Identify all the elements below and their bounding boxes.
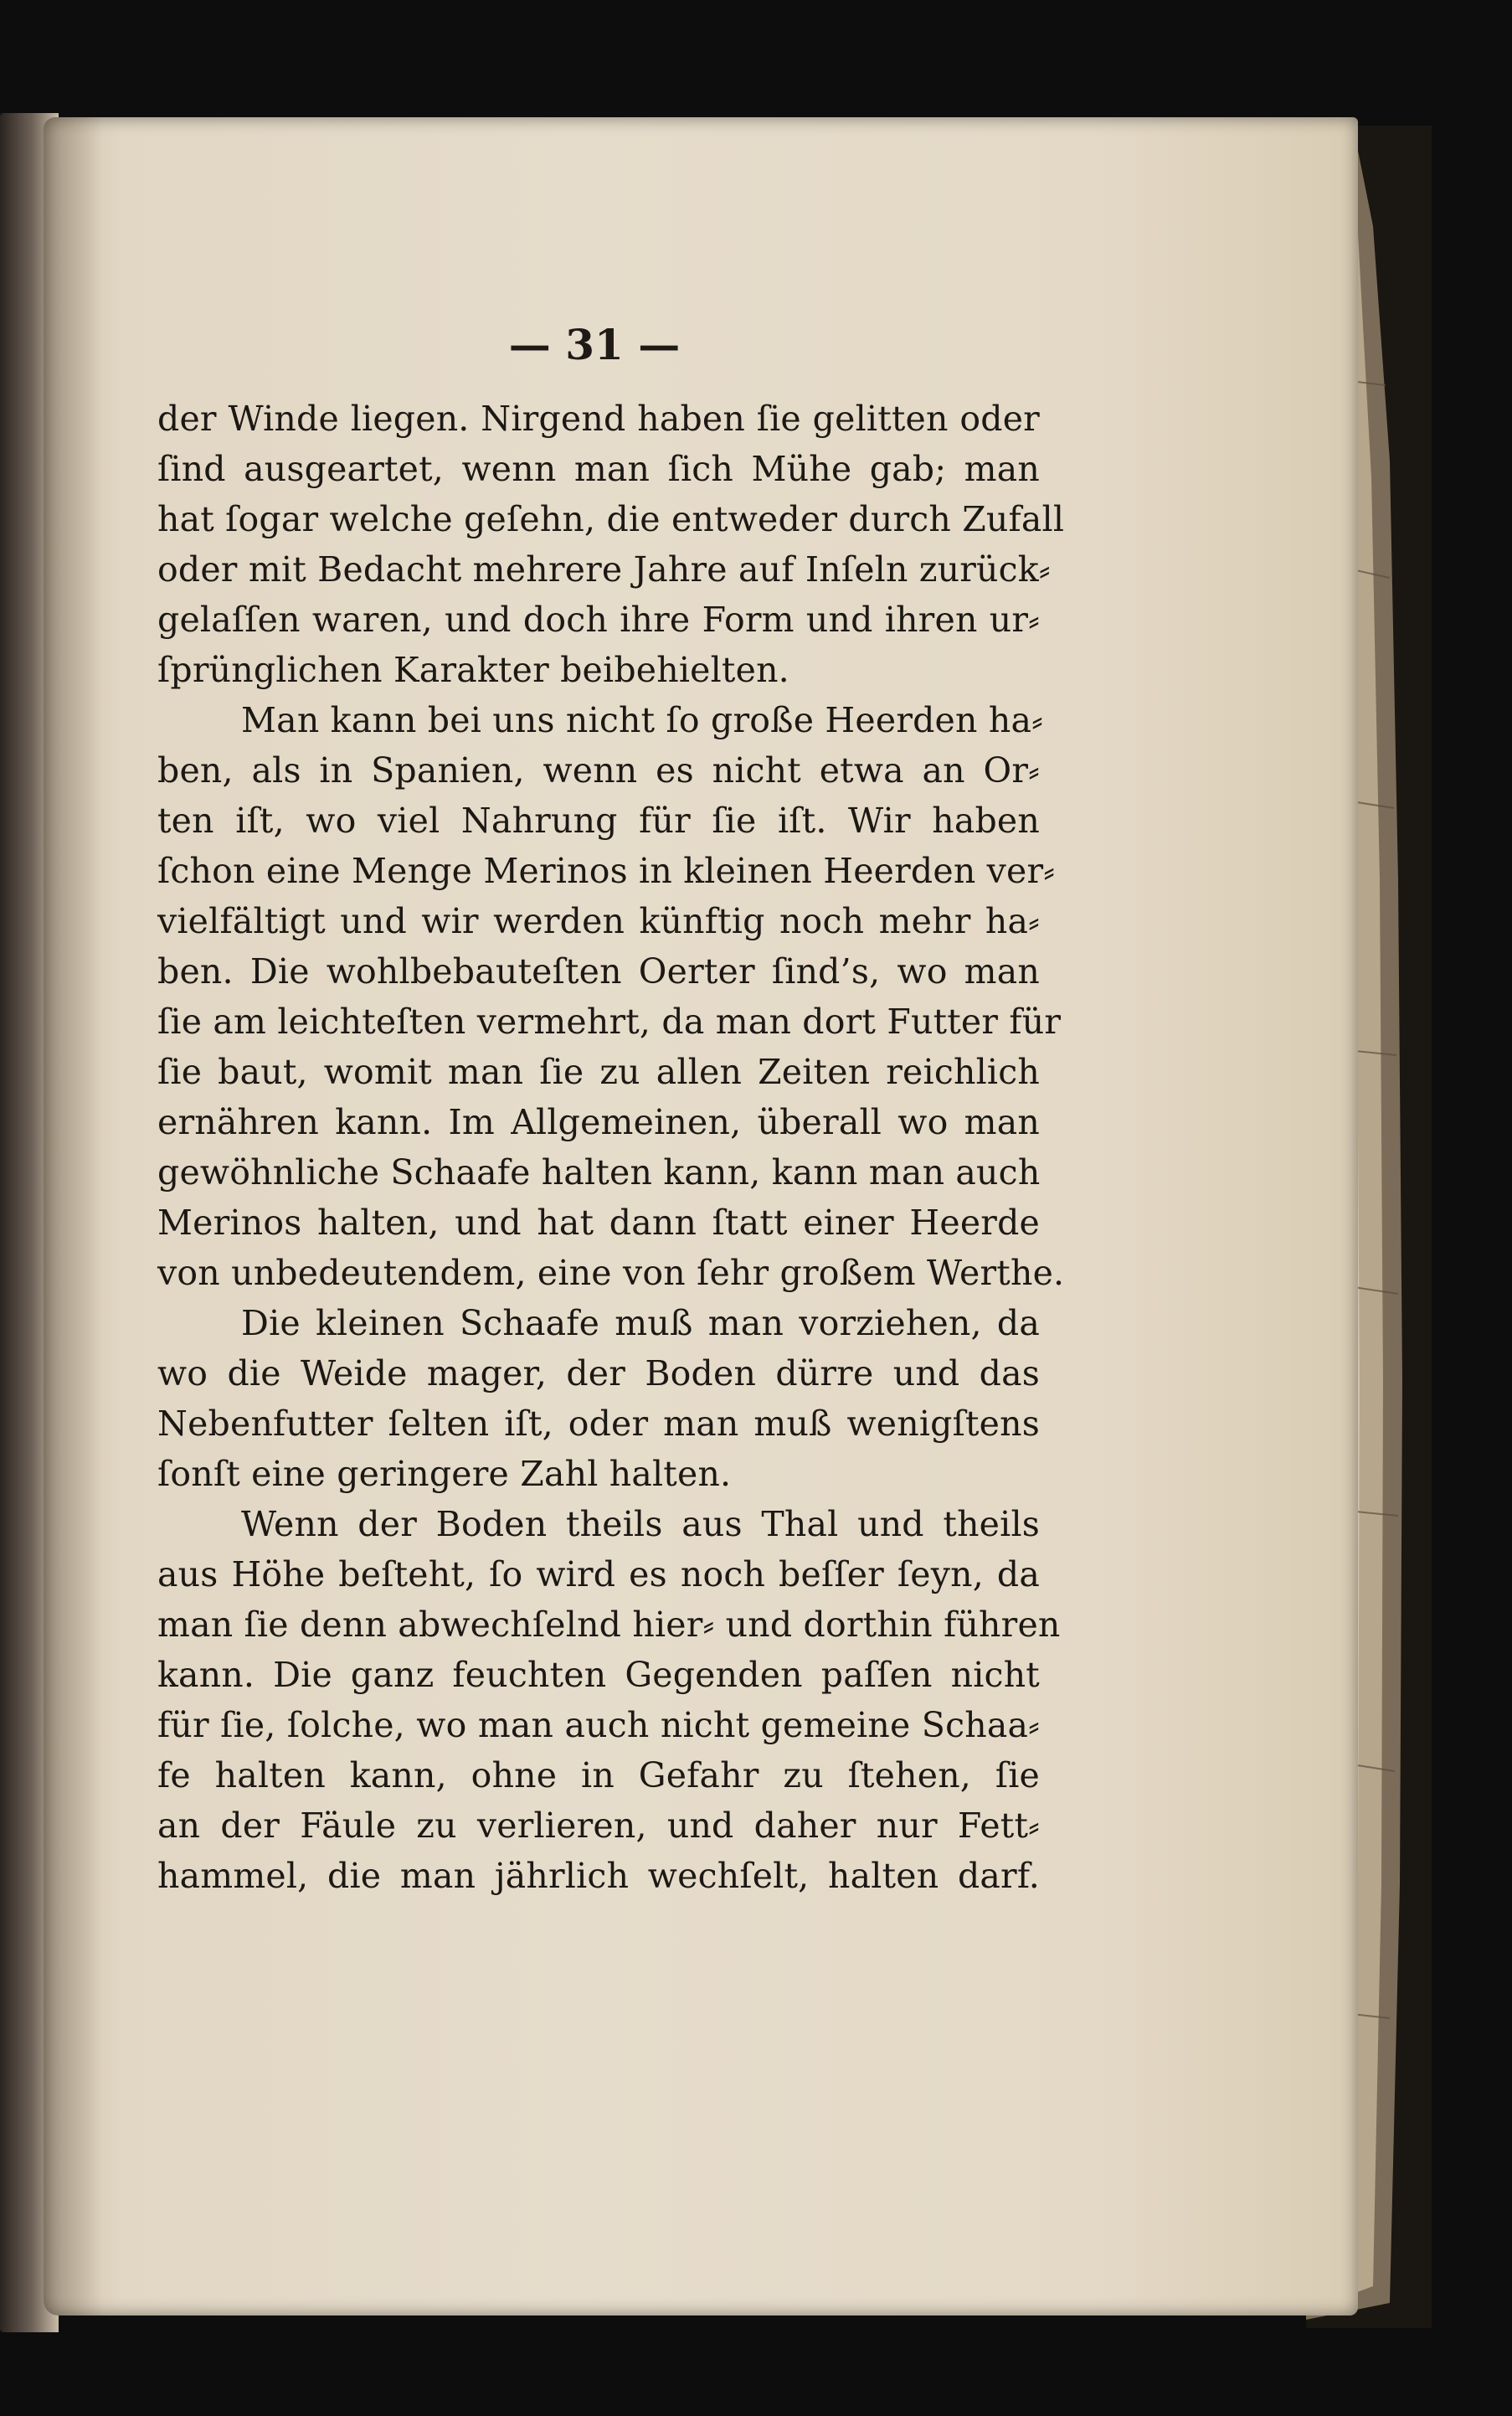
text-line: wo die Weide mager, der Boden dürre und das <box>157 1353 1040 1393</box>
text-line: ernähren kann. Im Allgemeinen, überall wo man <box>157 1102 1040 1142</box>
text-line: ten iſt, wo viel Nahrung für ſie iſt. Wir haben <box>157 801 1040 841</box>
text-line: für ſie, ſolche, wo man auch nicht gemeine Schaa⸗ <box>157 1705 1040 1745</box>
text-line: gelaſſen waren, und doch ihre Form und ihren ur⸗ <box>157 600 1040 640</box>
spine-shadow <box>44 117 102 2316</box>
text-line: aus Höhe beſteht, ſo wird es noch beſſer ſeyn, da <box>157 1554 1040 1594</box>
text-line: ſind ausgeartet, wenn man ſich Mühe gab; man <box>157 449 1040 489</box>
text-line: der Winde liegen. Nirgend haben ſie gelitten oder <box>157 399 1040 439</box>
text-line: fe halten kann, ohne in Gefahr zu ſtehen, ſie <box>157 1755 1040 1795</box>
text-line: von unbedeutendem, eine von ſehr großem Werthe. <box>157 1253 1065 1293</box>
text-line: oder mit Bedacht mehrere Jahre auf Inſeln zurück⸗ <box>157 549 1051 590</box>
text-line: gewöhnliche Schaafe halten kann, kann man auch <box>157 1152 1041 1193</box>
text-line: ſie baut, womit man ſie zu allen Zeiten reichlich <box>157 1052 1040 1092</box>
text-line: vielfältigt und wir werden künftig noch mehr ha⸗ <box>157 901 1040 941</box>
text-line: ben, als in Spanien, wenn es nicht etwa an Or⸗ <box>157 750 1040 791</box>
text-line: an der Fäule zu verlieren, und daher nur Fett⸗ <box>157 1806 1040 1846</box>
text-line: Nebenfutter ſelten iſt, oder man muß wenigſtens <box>157 1404 1040 1444</box>
text-line: Merinos halten, und hat dann ſtatt einer Heerde <box>157 1203 1040 1243</box>
text-line: ſie am leichteſten vermehrt, da man dort Futter für <box>157 1002 1062 1042</box>
text-line: ben. Die wohlbebauteſten Oerter ſind’s, wo man <box>157 951 1040 992</box>
text-line: man ſie denn abwechſelnd hier⸗ und dorthin führen <box>157 1605 1061 1645</box>
body-text <box>157 394 1065 1901</box>
text-line: ſprünglichen Karakter beibehielten. <box>157 650 789 690</box>
page-number: — 31 — <box>508 320 681 369</box>
text-line: Die kleinen Schaafe muß man vorziehen, da <box>241 1303 1040 1343</box>
text-line: kann. Die ganz feuchten Gegenden paſſen nicht <box>157 1655 1040 1695</box>
text-line: hammel, die man jährlich wechſelt, halten darf. <box>157 1856 1040 1896</box>
text-line: hat ſogar welche geſehn, die entweder durch Zufall <box>157 499 1065 539</box>
text-line: ſchon eine Menge Merinos in kleinen Heerden ver⸗ <box>157 851 1056 891</box>
text-line: Wenn der Boden theils aus Thal und theils <box>241 1504 1040 1544</box>
text-line: ſonſt eine geringere Zahl halten. <box>157 1454 732 1494</box>
text-line: Man kann bei uns nicht ſo große Heerden ha⸗ <box>241 700 1043 740</box>
